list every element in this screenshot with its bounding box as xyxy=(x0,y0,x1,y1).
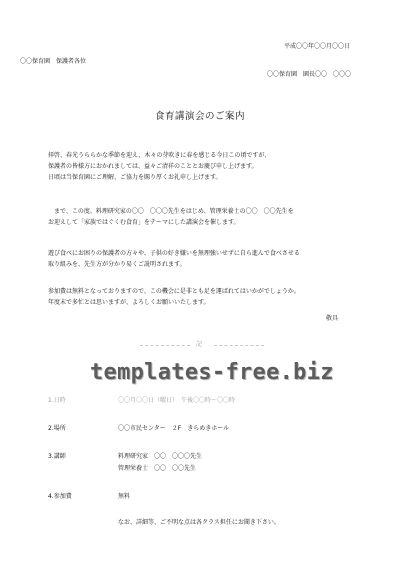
body-paragraph-1 xyxy=(48,150,270,183)
paragraph-line: 保護者の皆様方におかれましては、益々ご清祥のこととお慶び申し上げます。 xyxy=(48,163,258,170)
sender-line: 〇〇保育園 園長〇〇 〇〇〇 xyxy=(267,71,352,78)
divider xyxy=(214,345,264,346)
body-paragraph-4 xyxy=(48,286,300,308)
paragraph-line: 拝啓、春光うららかな季節を迎え、木々の芽吹きに春を感じる今日この頃ですが、 xyxy=(48,152,271,159)
paragraph-line: 遊び食べにお困りの保護者の方々や、子供の好き嫌いを無理強いせずに自ら進んで食べさせる xyxy=(48,250,300,257)
item-label-fee: 4.参加費 xyxy=(48,493,72,500)
document-title: 食育講演会のご案内 xyxy=(154,111,245,122)
paragraph-line: 日頃は当保育園にご理解、ご協力を賜り厚くお礼申し上げます。 xyxy=(48,174,222,181)
closing-word: 敬具 xyxy=(326,315,339,322)
paragraph-line: 参加費は無料となっておりますので、この機会に是非とも足を運ばれてはいかがでしょうか。 xyxy=(48,288,300,295)
ki-heading: 記 xyxy=(196,341,203,348)
document-date: 平成〇〇年〇〇月〇〇日 xyxy=(284,43,351,50)
item-value-datetime: 〇〇月〇〇日（曜日） 午後〇〇時〜〇〇時 xyxy=(118,397,236,404)
item-label-venue: 2.場所 xyxy=(48,425,66,432)
item-value-venue: 〇〇市民センター ２F きらめきホール xyxy=(118,425,230,432)
item-value-lecturer-1: 料理研究家 〇〇 〇〇〇先生 xyxy=(118,453,203,460)
item-value-fee: 無料 xyxy=(118,493,131,500)
item-label-lecturer: 3.講師 xyxy=(48,453,66,460)
item-value-lecturer-2: 管理栄養士 〇〇 〇〇先生 xyxy=(118,465,197,472)
body-paragraph-2 xyxy=(48,206,294,228)
paragraph-line: 取り組みを、先生方が分かり易くご説明されます。 xyxy=(48,261,186,268)
watermark-logo: templates-free.biz xyxy=(90,360,334,385)
body-paragraph-3 xyxy=(48,248,300,270)
paragraph-line: まで、この度、料理研究家の〇〇 〇〇〇先生をはじめ、管理栄養士の〇〇 〇〇先生を xyxy=(48,208,294,215)
paragraph-line: お迎えして「家族ではぐくむ食育」をテーマにした講演会を催します。 xyxy=(48,219,240,226)
item-label-datetime: 1.日時 xyxy=(48,397,66,404)
divider xyxy=(140,345,190,346)
footer-note: なお、詳細等、ご不明な点は各クラス担任にお聞き下さい。 xyxy=(118,519,280,526)
recipient-line: 〇〇保育園 保護者各位 xyxy=(20,58,87,65)
paragraph-line: 年度末で多忙とは思いますが、よろしくお願いいたします。 xyxy=(48,299,210,306)
